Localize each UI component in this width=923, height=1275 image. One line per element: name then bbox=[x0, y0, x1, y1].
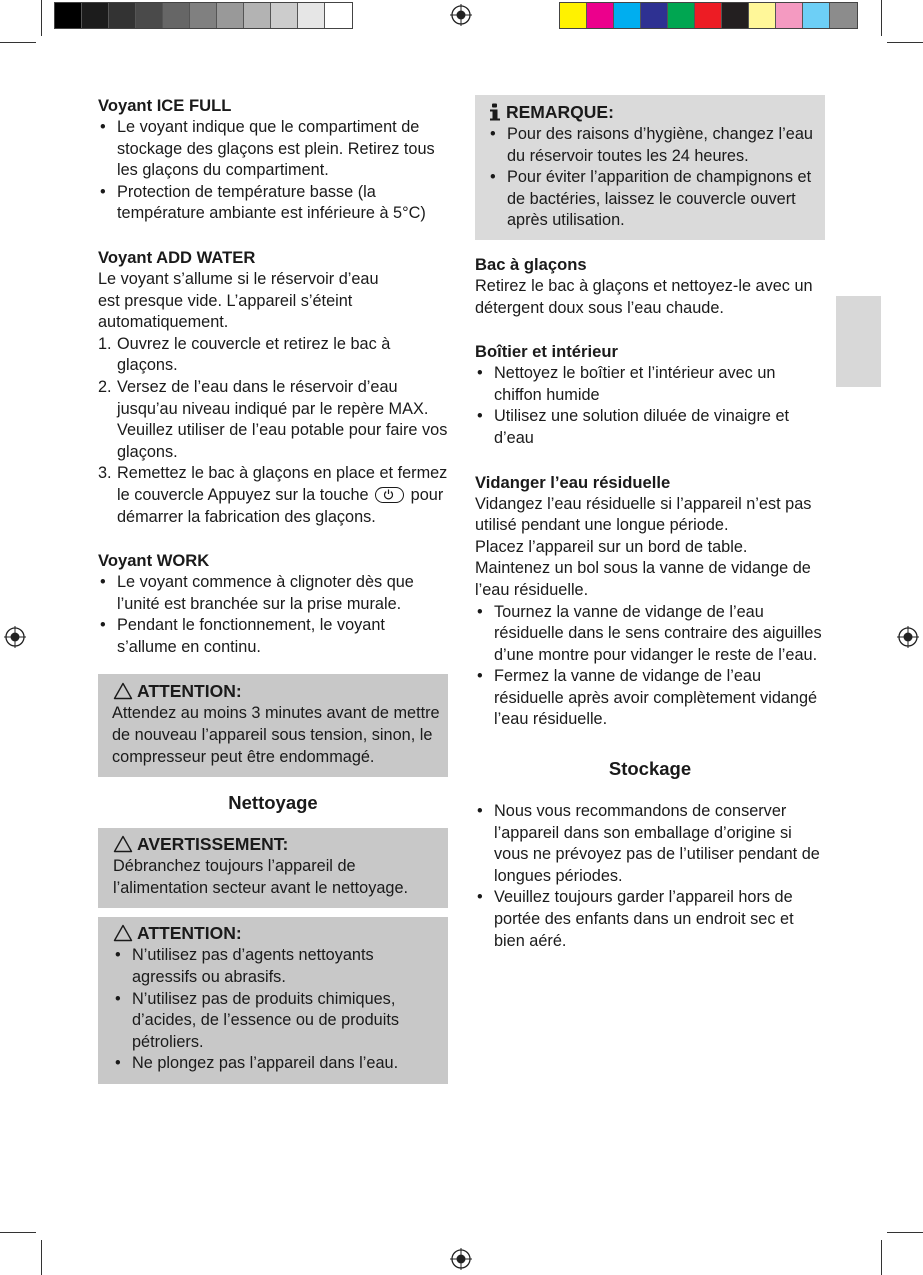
list-item: • Pour des raisons d’hygiène, changez l’eau du réservoir toutes les 24 heures. bbox=[488, 124, 815, 167]
storage-heading: Stockage bbox=[608, 758, 692, 780]
warning-triangle-icon bbox=[113, 924, 133, 942]
ice-tray-text: Retirez le bac à glaçons et nettoyez-le avec un détergent doux sous l’eau chaude. bbox=[475, 276, 813, 317]
list-item: • Le voyant commence à clignoter dès que l’unité est branchée sur la prise murale. bbox=[98, 572, 448, 615]
housing-title: Boîtier et intérieur bbox=[475, 342, 618, 362]
info-icon bbox=[488, 103, 502, 121]
registration-mark-icon bbox=[4, 626, 26, 648]
color-swatch bbox=[641, 3, 668, 28]
housing-list bbox=[475, 363, 795, 449]
color-swatch bbox=[776, 3, 803, 28]
crop-mark bbox=[0, 1232, 36, 1233]
color-swatch bbox=[587, 3, 614, 28]
color-swatch bbox=[695, 3, 722, 28]
list-item: • N’utilisez pas de produits chimiques, d’acides, de l’essence ou de produits pétroliers. bbox=[113, 989, 440, 1054]
attention-box-cleaning bbox=[98, 917, 448, 1084]
list-item: • Veuillez toujours garder l’appareil hors de portée des enfants dans un endroit sec et bien aéré. bbox=[475, 887, 825, 952]
drain-title: Vidanger l’eau résiduelle bbox=[475, 472, 671, 492]
crop-mark bbox=[887, 42, 923, 43]
work-title: Voyant WORK bbox=[98, 551, 210, 571]
list-item: • Le voyant indique que le compartiment de stockage des glaçons est plein. Retirez tous les glaçons du compartiment. bbox=[98, 117, 448, 182]
warning-triangle-icon bbox=[113, 682, 133, 700]
drain-text: Placez l’appareil sur un bord de table. bbox=[475, 537, 748, 556]
list-item: 2. Versez de l’eau dans le réservoir d’eau jusqu’au niveau indiqué par le repère MAX. Veuillez utiliser de l’eau potable pour faire vos glaçons. bbox=[98, 377, 448, 461]
color-swatch bbox=[722, 3, 749, 28]
list-item: • Pendant le fonctionnement, le voyant s’allume en continu. bbox=[98, 615, 448, 658]
note-box bbox=[475, 95, 825, 240]
drain-list bbox=[475, 602, 825, 732]
color-bar bbox=[559, 2, 858, 29]
warning-triangle-icon bbox=[113, 835, 133, 853]
attention-text: Attendez au moins 3 minutes avant de mettre de nouveau l’appareil sous tension, sinon, le compresseur peut être endommagé. bbox=[112, 704, 440, 766]
add-water-intro: Le voyant s’allume si le réservoir d’eau est presque vide. L’appareil s’éteint automatiquement. bbox=[98, 269, 379, 332]
drain-section bbox=[475, 472, 825, 732]
color-swatch bbox=[298, 3, 325, 28]
drain-text: Maintenez un bol sous la vanne de vidange de l’eau résiduelle. bbox=[475, 559, 811, 599]
gray-color-bar bbox=[54, 2, 353, 29]
power-button-icon bbox=[375, 487, 404, 503]
crop-mark bbox=[0, 42, 36, 43]
color-swatch bbox=[244, 3, 271, 28]
color-swatch bbox=[830, 3, 857, 28]
color-swatch bbox=[560, 3, 587, 28]
warning-title: AVERTISSEMENT: bbox=[113, 833, 440, 855]
list-item: • Utilisez une solution diluée de vinaigre et d’eau bbox=[475, 406, 795, 449]
add-water-steps bbox=[98, 334, 448, 528]
warning-box bbox=[98, 828, 448, 908]
ice-full-list bbox=[98, 117, 448, 225]
housing-section bbox=[475, 341, 825, 449]
list-item: • Nettoyez le boîtier et l’intérieur avec un chiffon humide bbox=[475, 363, 795, 406]
color-swatch bbox=[109, 3, 136, 28]
color-swatch bbox=[803, 3, 830, 28]
color-swatch bbox=[668, 3, 695, 28]
work-section bbox=[98, 550, 448, 658]
language-side-tab bbox=[836, 296, 881, 387]
list-item: • N’utilisez pas d’agents nettoyants agressifs ou abrasifs. bbox=[113, 945, 440, 988]
color-swatch bbox=[325, 3, 352, 28]
drain-text: Vidangez l’eau résiduelle si l’appareil n’est pas utilisé pendant une longue période. bbox=[475, 494, 812, 535]
list-item: • Ne plongez pas l’appareil dans l’eau. bbox=[113, 1053, 440, 1075]
note-list bbox=[488, 124, 815, 232]
color-swatch bbox=[749, 3, 776, 28]
list-item: • Fermez la vanne de vidange de l’eau résiduelle après avoir complètement vidangé l’eau résiduelle. bbox=[475, 666, 825, 731]
ice-tray-title: Bac à glaçons bbox=[475, 254, 587, 274]
attention-title: ATTENTION: bbox=[113, 680, 440, 702]
ice-tray-section bbox=[475, 254, 825, 319]
attention-box bbox=[98, 674, 448, 777]
storage-list bbox=[475, 801, 825, 952]
work-list bbox=[98, 572, 448, 658]
registration-mark-icon bbox=[450, 4, 472, 26]
ice-full-title: Voyant ICE FULL bbox=[98, 96, 232, 115]
color-swatch bbox=[190, 3, 217, 28]
registration-mark-icon bbox=[450, 1248, 472, 1270]
attention-list bbox=[98, 945, 440, 1075]
color-swatch bbox=[217, 3, 244, 28]
list-item: • Protection de température basse (la température ambiante est inférieure à 5°C) bbox=[98, 182, 448, 225]
add-water-title: Voyant ADD WATER bbox=[98, 247, 256, 267]
color-swatch bbox=[82, 3, 109, 28]
list-item: • Pour éviter l’apparition de champignons et de bactéries, laissez le couvercle ouvert après utilisation. bbox=[488, 167, 815, 232]
ice-full-section bbox=[98, 95, 448, 225]
crop-mark bbox=[881, 0, 882, 36]
list-item: • Tournez la vanne de vidange de l’eau résiduelle dans le sens contraire des aiguilles d’une montre pour vidanger le reste de l’eau. bbox=[475, 602, 825, 667]
color-swatch bbox=[55, 3, 82, 28]
crop-mark bbox=[41, 1240, 42, 1275]
list-item: 1. Ouvrez le couvercle et retirez le bac à glaçons. bbox=[98, 334, 391, 375]
crop-mark bbox=[41, 0, 42, 36]
right-column bbox=[475, 95, 825, 952]
color-swatch bbox=[136, 3, 163, 28]
attention-title: ATTENTION: bbox=[113, 922, 440, 944]
add-water-section bbox=[98, 247, 448, 528]
cleaning-heading: Nettoyage bbox=[228, 792, 318, 814]
color-swatch bbox=[163, 3, 190, 28]
color-swatch bbox=[271, 3, 298, 28]
color-swatch bbox=[614, 3, 641, 28]
list-item: • Nous vous recommandons de conserver l’appareil dans son emballage d’origine si vous ne prévoyez pas de l’utiliser pendant de longues périodes. bbox=[475, 801, 825, 887]
list-item: 3. Remettez le bac à glaçons en place et fermez le couvercle Appuyez sur la touche pour démarrer la fabrication des glaçons. bbox=[98, 464, 448, 526]
left-column bbox=[98, 95, 448, 1084]
registration-mark-icon bbox=[897, 626, 919, 648]
warning-text: Débranchez toujours l’appareil de l’alimentation secteur avant le nettoyage. bbox=[113, 857, 409, 897]
note-title: REMARQUE: bbox=[488, 101, 815, 123]
crop-mark bbox=[887, 1232, 923, 1233]
crop-mark bbox=[881, 1240, 882, 1275]
